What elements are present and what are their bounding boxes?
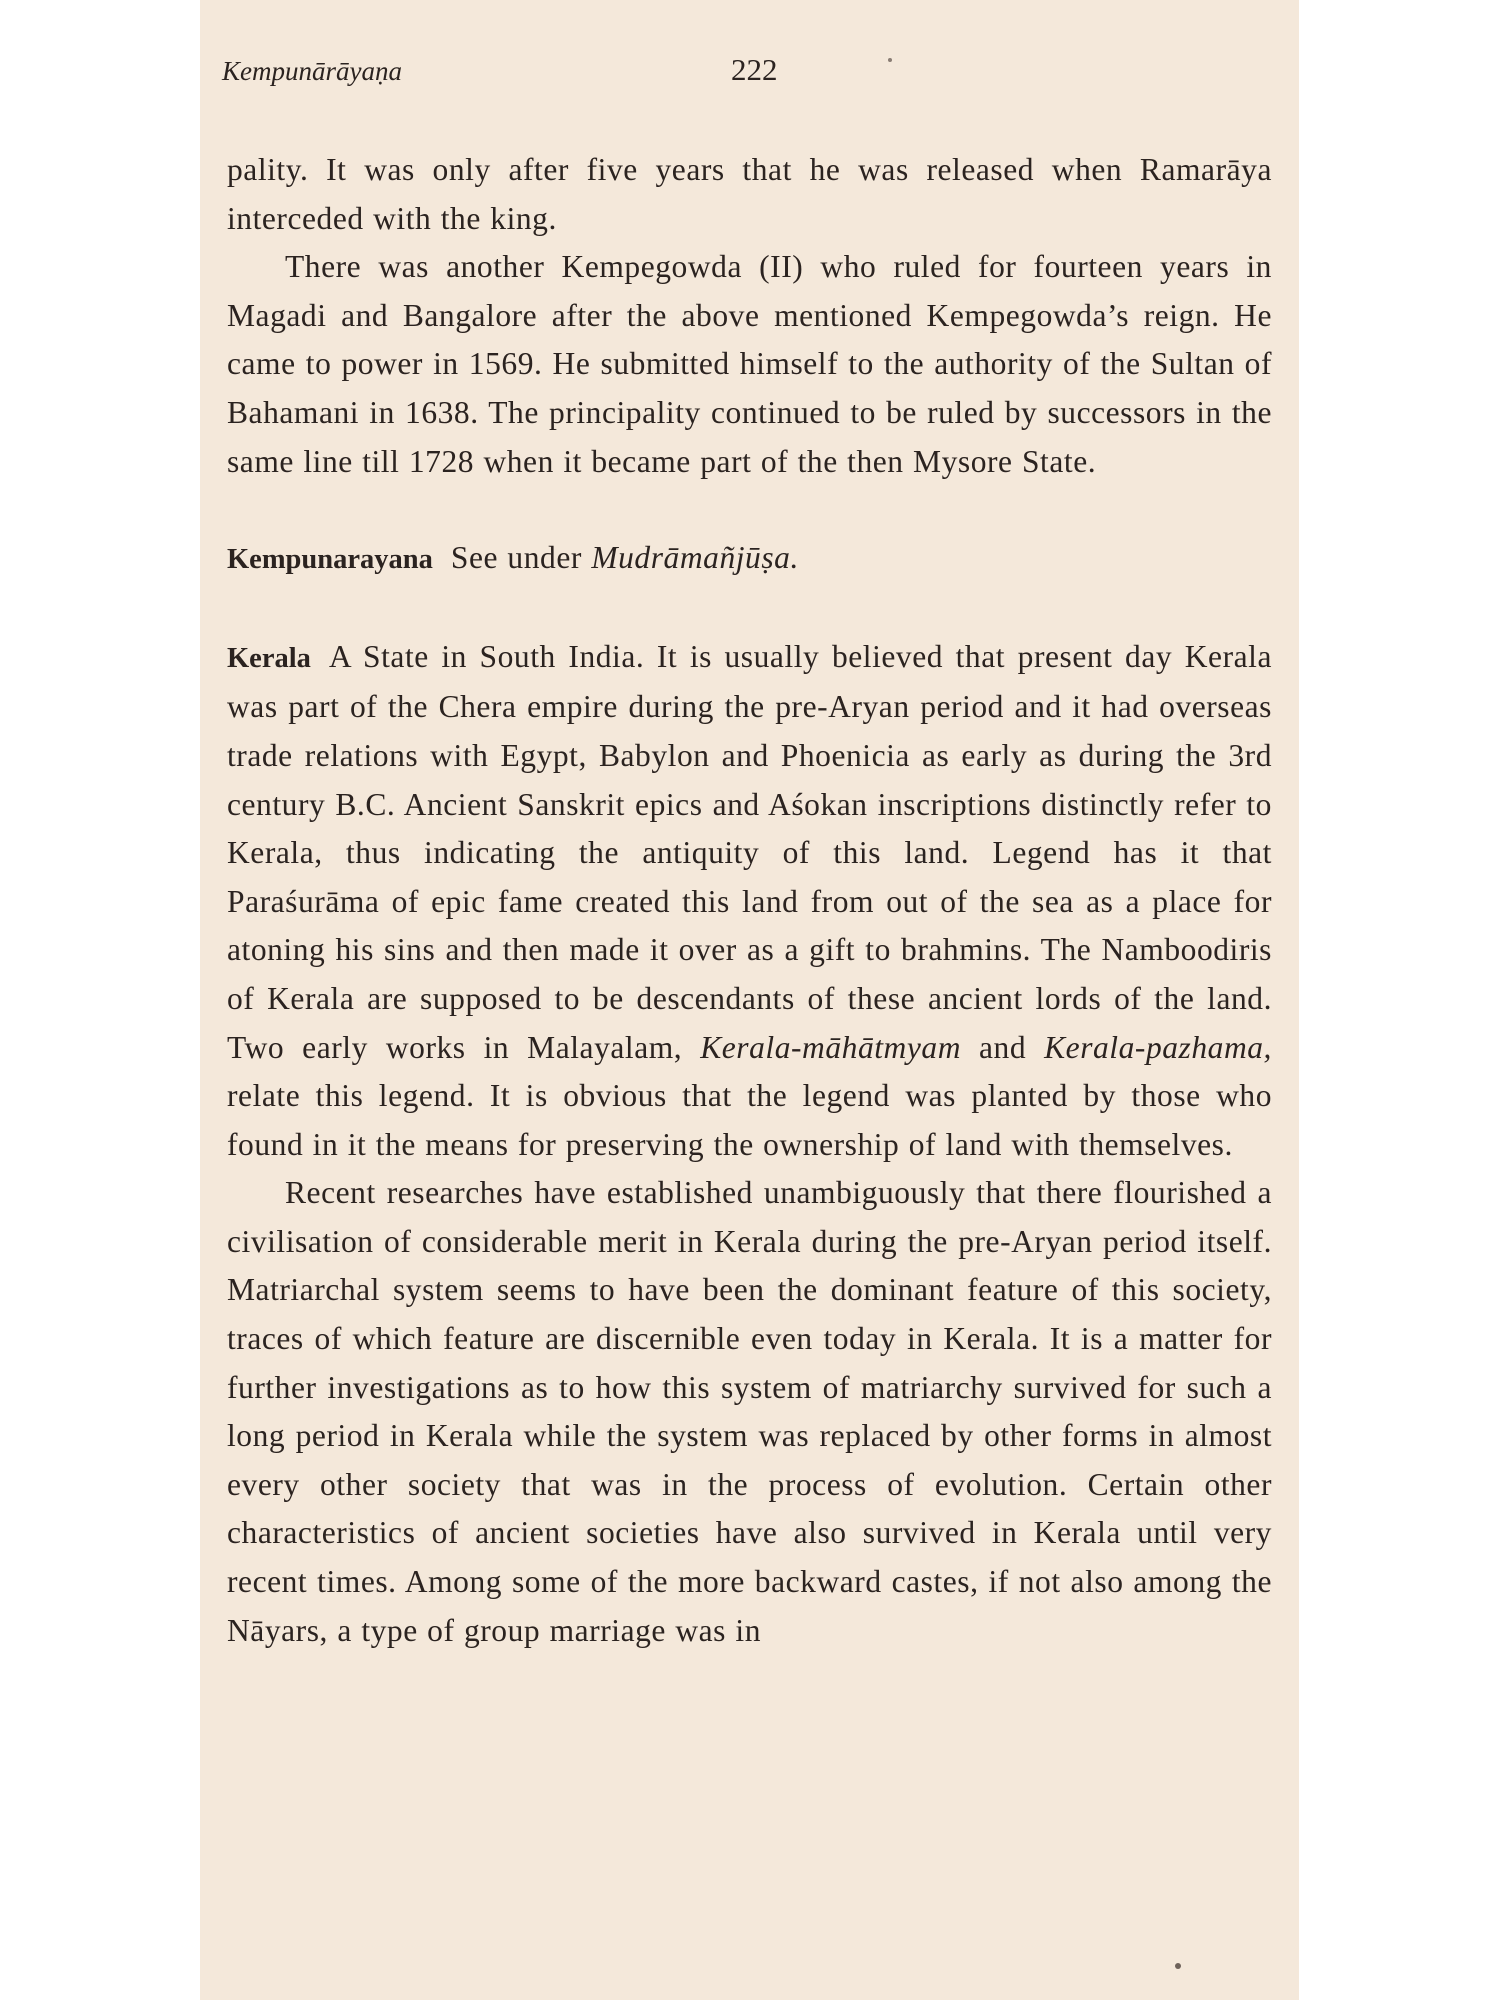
see-text: See under [450, 540, 582, 576]
page-number: 222 [731, 52, 778, 87]
kerala-text-part2: relate this legend. It is obvious that the legend was planted by those who found in it the means for preserving the ownership of land with themselves. [227, 1078, 1272, 1162]
paper-speck [1175, 1963, 1181, 1969]
entry-headword-kerala: Kerala [227, 642, 311, 674]
continued-paragraph: pality. It was only after five years that he was released when Ramarāya interceded with the king. [227, 152, 1272, 236]
entry-separator [227, 486, 1272, 534]
book-page [200, 0, 1299, 2000]
running-head [222, 52, 1277, 92]
work-title-2: Kerala-pazhama, [1044, 1029, 1272, 1065]
entry-kerala-paragraph-1 [227, 633, 1272, 1170]
kempegowda-paragraph: There was another Kempegowda (II) who ruled for fourteen years in Magadi and Bangalore after the above mentioned Kempegowda’s reign. He came to power in 1569. He submitted himself to the authority of the Sultan of Bahamani in 1638. The principality continued to be ruled by successors in the same line till 1728 when it became part of the then Mysore State. [227, 249, 1272, 479]
kerala-text-part1: A State in South India. It is usually believed that present day Kerala was part of the Chera empire during the pre-Aryan period and it had overseas trade relations with Egypt, Babylon and Phoenicia as early as during the 3rd century B.C. Ancient Sanskrit epics and Aśokan inscriptions distinctly refer to Kerala, thus indicating the antiquity of this land. Legend has it that Paraśurāma of epic fame created this land from out of the sea as a place for atoning his sins and then made it over as a gift to brahmins. The Namboodiris of Kerala are supposed to be descendants of these ancient lords of the land. Two early works in Malayalam, [227, 638, 1272, 1065]
cross-reference-link[interactable]: Mudrāmañjūṣa. [591, 540, 799, 576]
entry-separator [227, 585, 1272, 633]
entry-kerala-paragraph-2: Recent researches have established unambiguously that there flourished a civilisation of considerable merit in Kerala during the pre-Aryan period itself. Matriarchal system seems to have been the dominant feature of this society, traces of which feature are discernible even today in Kerala. It is a matter for further investigations as to how this system of matriarchy survived for such a long period in Kerala while the system was replaced by other forms in almost every other society that was in the process of evolution. Certain other characteristics of ancient societies have also survived in Kerala until very recent times. Among some of the more backward castes, if not also among the Nāyars, a type of group marriage was in [227, 1175, 1272, 1648]
page-body [227, 146, 1272, 1655]
kerala-text-and: and [978, 1029, 1027, 1065]
entry-kempunarayana [227, 534, 1272, 585]
work-title-1: Kerala-māhātmyam [700, 1029, 961, 1065]
entry-headword-kempunarayana: Kempunarayana [227, 544, 433, 576]
running-head-title: Kempunārāyaṇa [222, 56, 402, 86]
